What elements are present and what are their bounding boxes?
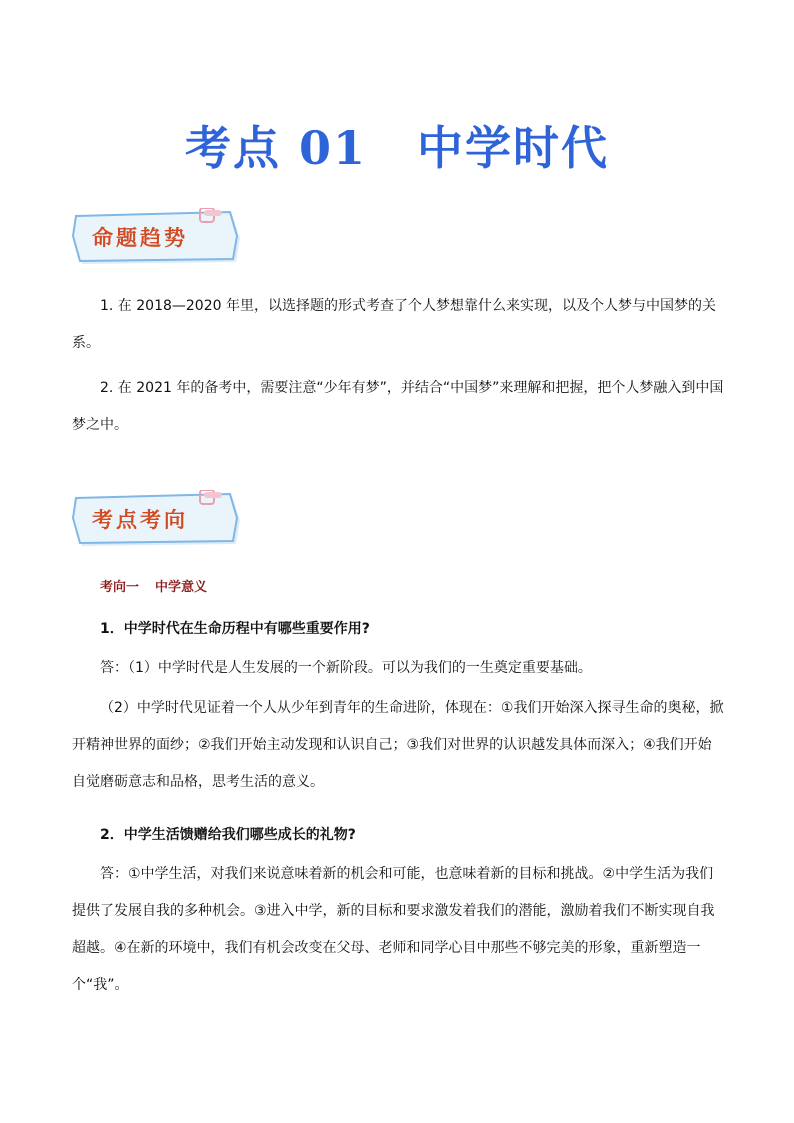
badge-direction-label: 考点考向 (92, 507, 188, 532)
title-part-1: 考点 01 (184, 121, 368, 175)
badge-trend-label: 命题趋势 (92, 225, 188, 250)
direction-heading-title: 中学意义 (155, 580, 208, 595)
badge-trend (72, 208, 244, 266)
trend-item-1: 1. 在 2018—2020 年里，以选择题的形式考查了个人梦想靠什么来实现，以及个人梦与中国梦的关系。 (72, 298, 716, 351)
page-title (0, 112, 794, 178)
direction-heading (100, 576, 207, 595)
question-2: 2．中学生活馈赠给我们哪些成长的礼物? (100, 827, 356, 843)
trend-item-2: 2. 在 2021 年的备考中，需要注意“少年有梦”，并结合“中国梦”来理解和把握，把个人梦融入到中国梦之中。 (72, 380, 724, 433)
answer-2: 答：①中学生活，对我们来说意味着新的机会和可能，也意味着新的目标和挑战。②中学生活为我们提供了发展自我的多种机会。③进入中学，新的目标和要求激发着我们的潜能，激励着我们不断实现自我超越。④在新的环境中，我们有机会改变在父母、老师和同学心目中那些不够完美的形象，重新塑造一个“我”。 (72, 866, 715, 993)
direction-heading-label: 考向一 (100, 580, 140, 595)
answer-1-part-1: 答：（1）中学时代是人生发展的一个新阶段。可以为我们的一生奠定重要基础。 (100, 660, 592, 676)
answer-1-part-2: （2）中学时代见证着一个人从少年到青年的生命进阶，体现在：①我们开始深入探寻生命的奥秘，掀开精神世界的面纱；②我们开始主动发现和认识自己；③我们对世界的认识越发具体而深入；④我们开始自觉磨砺意志和品格，思考生活的意义。 (72, 700, 724, 790)
title-part-2: 中学时代 (417, 121, 610, 175)
question-1: 1．中学时代在生命历程中有哪些重要作用? (100, 621, 370, 637)
badge-direction (72, 490, 244, 548)
